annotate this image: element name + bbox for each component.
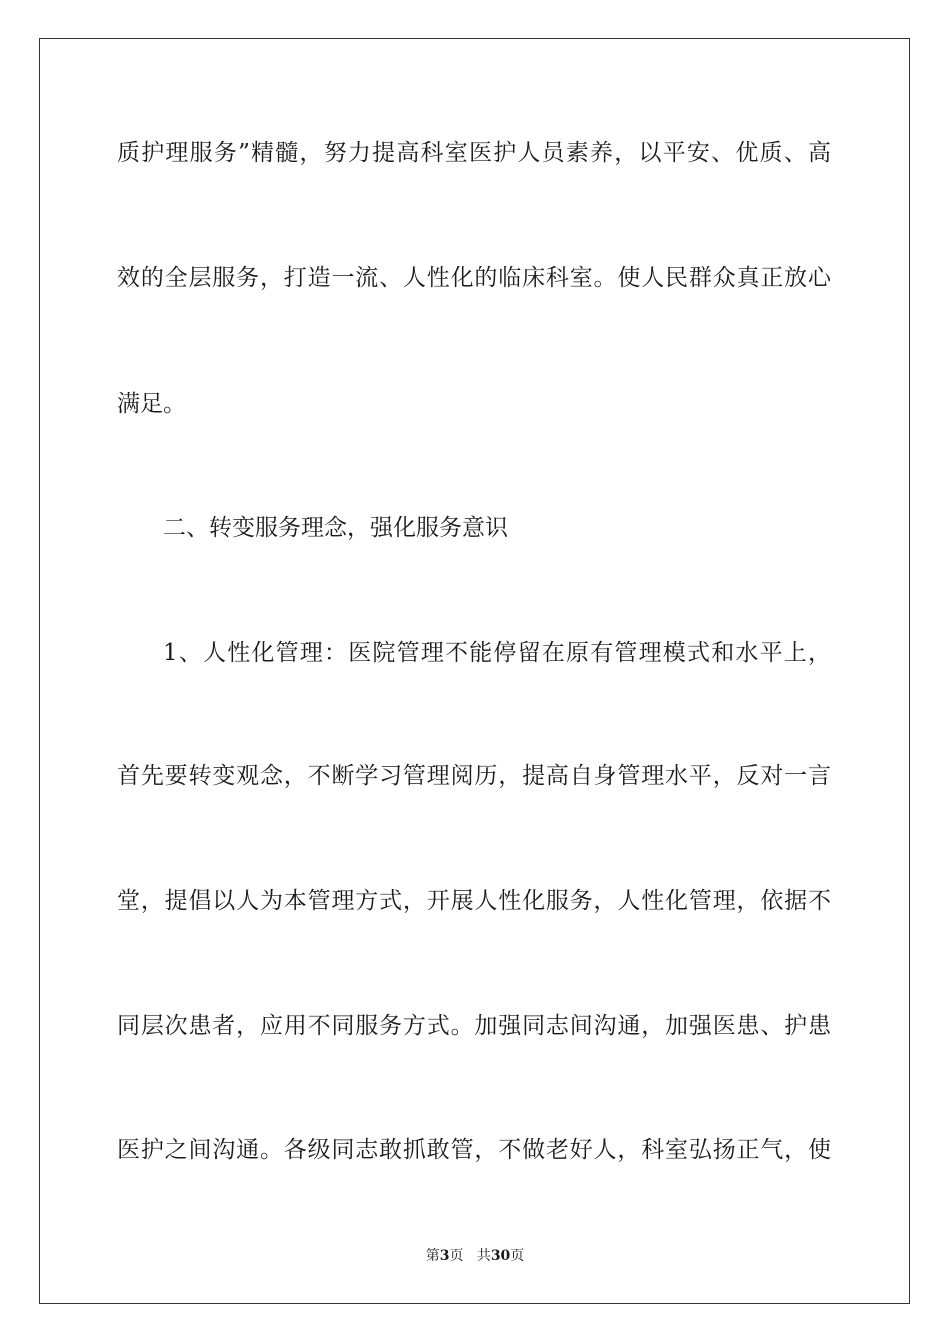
page-frame — [39, 38, 910, 1304]
body-line-6: 首先要转变观念，不断学习管理阅历，提高自身管理水平，反对一言 — [117, 763, 831, 789]
body-line-3: 满足。 — [117, 391, 186, 417]
body-line-2: 效的全层服务，打造一流、人性化的临床科室。使人民群众真正放心 — [117, 265, 831, 291]
footer-total-unit: 页 — [510, 1248, 525, 1264]
footer-page-total: 30 — [490, 1248, 511, 1264]
body-line-9: 医护之间沟通。各级同志敢抓敢管，不做老好人，科室弘扬正气，使 — [117, 1137, 831, 1163]
body-line-8: 同层次患者，应用不同服务方式。加强同志间沟通，加强医患、护患 — [117, 1013, 831, 1039]
footer-total-prefix: 共 — [476, 1248, 491, 1264]
section-heading: 二、转变服务理念，强化服务意识 — [163, 515, 508, 541]
footer-page-prefix: 第 — [425, 1248, 440, 1264]
body-line-1: 质护理服务”精髓，努力提高科室医护人员素养，以平安、优质、高 — [117, 140, 831, 166]
body-line-7: 堂，提倡以人为本管理方式，开展人性化服务，人性化管理，依据不 — [117, 888, 831, 914]
page-footer — [0, 1247, 950, 1265]
body-line-5: 1、人性化管理：医院管理不能停留在原有管理模式和水平上， — [163, 640, 831, 666]
footer-page-current: 3 — [439, 1248, 450, 1264]
footer-page-unit: 页 — [449, 1248, 464, 1264]
